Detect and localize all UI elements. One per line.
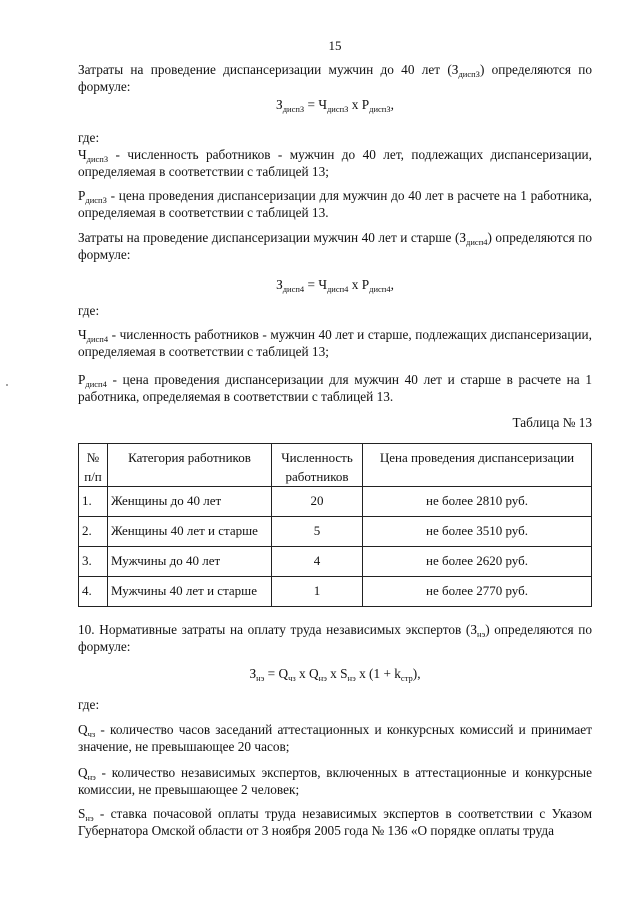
definition-hourly-rate: $S_{нэ}$ - ставка почасовой оплаты труда независимых экспертов в соответствии с Указом Губернатора Омской области от 3 ноября 2005 года № 136 «О порядке оплаты труда xyxy=(78,806,592,838)
definition-count-men-under-40: $Ч_{диспЗ}$ - численность работников - мужчин до 40 лет, подлежащих диспансеризации, определяемая в соответствии с таблицей 13; xyxy=(78,147,592,179)
header-count: Численность работников xyxy=(272,444,363,487)
table-caption: Таблица № 13 xyxy=(512,415,592,430)
definition-count-men-40-plus: $Ч_{дисп4}$ - численность работников - мужчин 40 лет и старше, подлежащих диспансеризации, определяемая в соответствии с таблицей 13; xyxy=(78,327,592,359)
paragraph-10-expert-costs: 10. Нормативные затраты на оплату труда независимых экспертов $(З_{нэ})$ определяются по формуле: xyxy=(78,622,592,654)
table-row: 2. Женщины 40 лет и старше 5 не более 3510 руб. xyxy=(79,517,592,547)
formula-men-under-40: $З_{диспЗ} = Ч_{диспЗ}$ x $Р_{диспЗ}$, xyxy=(276,97,394,114)
header-price: Цена проведения диспансеризации xyxy=(363,444,592,487)
definition-hours: $Q_{чз}$ - количество часов заседаний аттестационных и конкурсных комиссий и принимает значение, не превышающее 20 часов; xyxy=(78,722,592,754)
formula-expert-costs: $З_{нэ} = Q_{чз}$ x $Q_{нэ}$ x $S_{нэ}$ x $(1 + k_{стр})$, xyxy=(249,666,421,683)
definition-experts-count: $Q_{нэ}$ - количество независимых экспертов, включенных в аттестационные и конкурсные комиссии, не превышающее 2 человек; xyxy=(78,765,592,797)
header-number: № п/п xyxy=(79,444,108,487)
where-label-2: где: xyxy=(78,303,100,318)
where-label-1: где: xyxy=(78,130,100,145)
table-13 xyxy=(78,443,592,607)
paragraph-costs-men-40-plus: Затраты на проведение диспансеризации мужчин 40 лет и старше $(З_{дисп4})$ определяются по формуле: xyxy=(78,230,593,262)
header-category: Категория работников xyxy=(108,444,272,487)
definition-price-men-40-plus: $Р_{дисп4}$ - цена проведения диспансеризации для мужчин 40 лет и старше в расчете на 1 работника, определяемая в соответствии с таблицей 13. xyxy=(78,372,592,404)
scan-artifact xyxy=(6,384,8,386)
table-row: 3. Мужчины до 40 лет 4 не более 2620 руб. xyxy=(79,547,592,577)
definition-price-men-under-40: $Р_{диспЗ}$ - цена проведения диспансеризации для мужчин до 40 лет в расчете на 1 работника, определяемая в соответствии с таблицей 13. xyxy=(78,188,592,220)
table-row: 1. Женщины до 40 лет 20 не более 2810 руб. xyxy=(79,487,592,517)
table-row: 4. Мужчины 40 лет и старше 1 не более 2770 руб. xyxy=(79,577,592,607)
formula-men-40-plus: $З_{дисп4} = Ч_{дисп4}$ x $Р_{дисп4}$, xyxy=(276,277,394,294)
paragraph-costs-men-under-40: Затраты на проведение диспансеризации мужчин до 40 лет $(З_{диспЗ})$ определяются по формуле: xyxy=(78,62,592,94)
where-label-3: где: xyxy=(78,697,100,712)
table-header-row xyxy=(79,444,592,487)
page-number: 15 xyxy=(328,38,342,53)
